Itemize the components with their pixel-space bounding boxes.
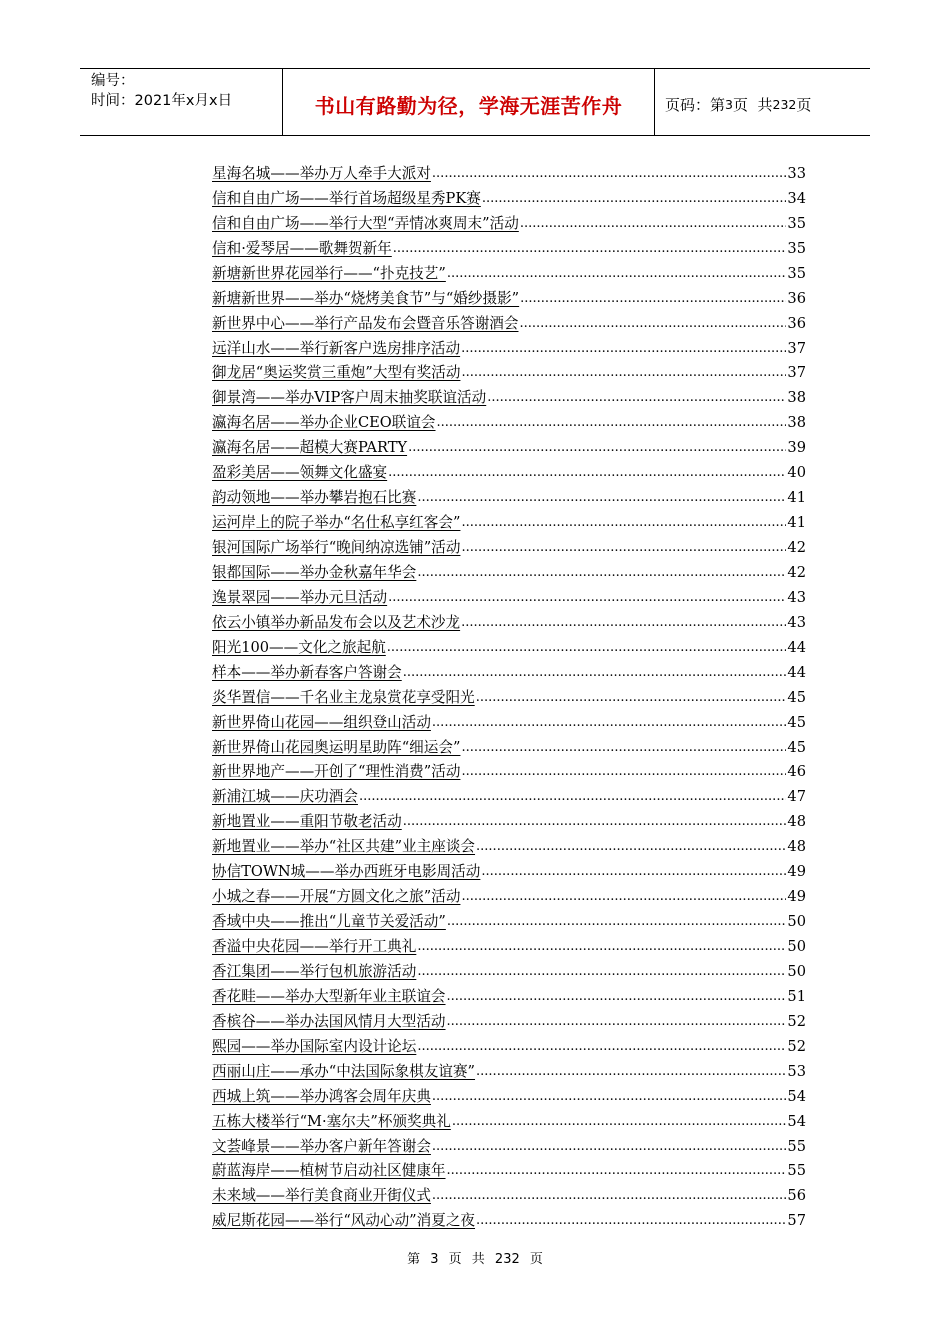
toc-dot-leader	[393, 240, 787, 258]
toc-entry-page-number: 50	[787, 938, 806, 955]
toc-entry-title-link[interactable]: 银河国际广场举行“晚间纳凉选铺”活动	[212, 539, 461, 556]
page-footer: 第 3 页 共 232 页	[407, 1252, 543, 1267]
table-of-contents	[212, 158, 806, 1230]
toc-entry-page-number: 43	[787, 613, 806, 631]
toc-entry-page-number: 41	[787, 514, 806, 532]
toc-entry[interactable]	[212, 482, 806, 507]
toc-entry-page-number: 48	[787, 838, 806, 856]
toc-entry[interactable]	[212, 1006, 806, 1031]
toc-entry-page-number: 36	[787, 314, 806, 332]
toc-dot-leader	[403, 813, 787, 831]
toc-entry[interactable]	[212, 856, 806, 881]
toc-entry-page-number: 42	[787, 563, 806, 581]
toc-entry[interactable]	[212, 457, 806, 482]
page-header	[80, 68, 870, 136]
toc-entry[interactable]	[212, 532, 806, 557]
toc-entry[interactable]	[212, 183, 806, 208]
toc-entry-title-link[interactable]: 文荟峰景——举办客户新年答谢会	[212, 1137, 431, 1155]
toc-entry-title-link[interactable]: 韵动领地——举办攀岩抱石比赛	[212, 489, 417, 507]
header-page-indicator	[655, 69, 870, 135]
page-prefix: 页码：第	[665, 95, 726, 114]
toc-entry-page-number: 35	[787, 214, 806, 232]
toc-dot-leader	[403, 664, 787, 682]
toc-entry-title-link[interactable]: 御龙居“奥运奖赏三重炮”大型有奖活动	[212, 364, 461, 382]
toc-entry[interactable]	[212, 657, 806, 682]
toc-entry[interactable]	[212, 1156, 806, 1181]
toc-entry[interactable]	[212, 407, 806, 432]
toc-entry-title-link[interactable]: 星海名城——举办万人牵手大派对	[212, 164, 431, 182]
toc-entry-page-number: 38	[787, 389, 806, 407]
toc-dot-leader	[461, 364, 786, 382]
toc-entry-page-number: 43	[787, 588, 806, 606]
toc-entry[interactable]	[212, 1106, 806, 1131]
toc-entry[interactable]	[212, 906, 806, 931]
toc-entry[interactable]	[212, 1205, 806, 1230]
toc-dot-leader	[417, 963, 786, 981]
toc-dot-leader	[519, 315, 786, 333]
toc-dot-leader	[387, 639, 787, 657]
toc-entry-page-number: 55	[787, 1137, 806, 1155]
toc-entry-title-link[interactable]: 瀛海名居——超模大赛PARTY	[212, 439, 408, 457]
header-motto: 书山有路勤为径，学海无涯苦作舟	[282, 69, 655, 135]
toc-dot-leader	[487, 389, 786, 407]
toc-dot-leader	[432, 1138, 787, 1156]
toc-entry[interactable]	[212, 557, 806, 582]
toc-entry-title-link[interactable]: 信和自由广场——举行大型“弄情冰爽周末”活动	[212, 214, 519, 232]
toc-entry[interactable]	[212, 1180, 806, 1205]
toc-entry[interactable]	[212, 432, 806, 457]
toc-entry-title-link[interactable]: 银都国际——举办金秋嘉年华会	[212, 563, 417, 581]
toc-entry[interactable]	[212, 632, 806, 657]
toc-entry-title-link[interactable]: 香域中央——推出“儿童节关爱活动”	[212, 913, 446, 931]
toc-entry-title-link[interactable]: 威尼斯花园——举行“风动心动”消夏之夜	[212, 1212, 476, 1230]
toc-entry-title-link[interactable]: 新世界地产——开创了“理性消费”活动	[212, 763, 461, 781]
toc-entry-page-number: 45	[787, 688, 806, 706]
toc-entry[interactable]	[212, 931, 806, 956]
toc-entry-title-link[interactable]: 香花畦——举办大型新年业主联谊会	[212, 987, 446, 1005]
toc-entry-page-number: 45	[787, 738, 806, 756]
toc-dot-leader	[437, 414, 787, 432]
toc-dot-leader	[452, 1113, 787, 1131]
toc-entry-page-number: 45	[787, 713, 806, 731]
toc-dot-leader	[461, 340, 786, 358]
toc-entry-title-link[interactable]: 御景湾——举办VIP客户周末抽奖联谊活动	[212, 389, 487, 407]
toc-entry[interactable]	[212, 1031, 806, 1056]
toc-entry[interactable]	[212, 233, 806, 258]
toc-entry-page-number: 48	[787, 813, 806, 831]
toc-entry-title-link[interactable]: 运河岸上的院子举办“名仕私享红客会”	[212, 514, 461, 532]
toc-entry-page-number: 57	[787, 1212, 806, 1230]
toc-dot-leader	[481, 863, 786, 881]
page-total: 232	[772, 96, 797, 112]
toc-entry[interactable]	[212, 308, 806, 333]
toc-entry-page-number: 34	[787, 189, 806, 207]
toc-dot-leader	[432, 165, 787, 183]
toc-entry-page-number: 37	[787, 339, 806, 357]
toc-entry[interactable]	[212, 607, 806, 632]
toc-entry-page-number: 54	[787, 1087, 806, 1105]
toc-entry[interactable]	[212, 956, 806, 981]
toc-entry-page-number: 54	[787, 1112, 806, 1130]
toc-entry-page-number: 56	[787, 1187, 806, 1205]
toc-entry-title-link[interactable]: 蔚蓝海岸——植树节启动社区健康年	[212, 1162, 446, 1180]
toc-entry-title-link[interactable]: 小城之春——开展“方圆文化之旅”活动	[212, 888, 461, 906]
toc-dot-leader	[447, 1013, 787, 1031]
toc-entry-title-link[interactable]: 香江集团——举行包机旅游活动	[212, 962, 417, 980]
toc-dot-leader	[476, 689, 787, 707]
toc-entry[interactable]	[212, 806, 806, 831]
toc-dot-leader	[408, 439, 786, 457]
toc-entry-page-number: 38	[787, 414, 806, 432]
toc-entry-title-link[interactable]: 新世界倚山花园奥运明星助阵“细运会”	[212, 738, 461, 756]
toc-entry-page-number: 49	[787, 863, 806, 881]
toc-entry-page-number: 47	[787, 788, 806, 806]
toc-entry-page-number: 52	[787, 1037, 806, 1055]
toc-entry-title-link[interactable]: 香溢中央花园——举行开工典礼	[212, 938, 417, 955]
toc-entry-title-link[interactable]: 熙园——举办国际室内设计论坛	[212, 1037, 417, 1055]
toc-entry-page-number: 35	[787, 264, 806, 282]
toc-dot-leader	[388, 589, 786, 607]
toc-dot-leader	[432, 1088, 787, 1106]
toc-dot-leader	[417, 489, 786, 507]
toc-entry[interactable]	[212, 208, 806, 233]
toc-entry-page-number: 50	[787, 962, 806, 980]
toc-entry-page-number: 42	[787, 539, 806, 556]
toc-entry-page-number: 50	[787, 913, 806, 931]
toc-entry[interactable]	[212, 283, 806, 308]
toc-entry[interactable]	[212, 1081, 806, 1106]
toc-dot-leader	[432, 1187, 787, 1205]
toc-dot-leader	[461, 739, 786, 757]
toc-dot-leader	[447, 913, 787, 931]
toc-entry-page-number: 55	[787, 1162, 806, 1180]
toc-entry-page-number: 41	[787, 489, 806, 507]
toc-dot-leader	[520, 215, 787, 233]
toc-entry-title-link[interactable]: 西丽山庄——承办“中法国际象棋友谊赛”	[212, 1062, 476, 1080]
page-mid: 页 共	[732, 95, 773, 114]
toc-dot-leader	[476, 1063, 786, 1081]
toc-dot-leader	[447, 988, 787, 1006]
toc-entry[interactable]	[212, 757, 806, 782]
toc-dot-leader	[520, 290, 786, 308]
toc-dot-leader	[476, 838, 786, 856]
toc-entry-title-link[interactable]: 未来域——举行美食商业开街仪式	[212, 1187, 431, 1205]
toc-entry-title-link[interactable]: 信和自由广场——举行首场超级星秀PK赛	[212, 189, 481, 207]
toc-dot-leader	[388, 464, 786, 482]
toc-entry-page-number: 37	[787, 364, 806, 382]
toc-entry-title-link[interactable]: 新世界倚山花园——组织登山活动	[212, 713, 431, 731]
toc-entry[interactable]	[212, 382, 806, 407]
toc-entry[interactable]	[212, 682, 806, 707]
toc-entry-page-number: 52	[787, 1012, 806, 1030]
toc-entry-title-link[interactable]: 盈彩美居——领舞文化盛宴	[212, 464, 388, 482]
toc-dot-leader	[461, 888, 786, 906]
toc-dot-leader	[447, 1162, 787, 1180]
toc-dot-leader	[461, 763, 786, 781]
toc-dot-leader	[461, 539, 786, 557]
toc-entry[interactable]	[212, 1131, 806, 1156]
toc-dot-leader	[447, 265, 787, 283]
toc-entry-title-link[interactable]: 依云小镇举办新品发布会以及艺术沙龙	[212, 613, 461, 631]
time-label: 时间：2021年x月x日	[91, 93, 233, 109]
toc-entry-title-link[interactable]: 阳光100——文化之旅起航	[212, 638, 386, 656]
serial-label: 编号：	[91, 73, 135, 89]
toc-entry[interactable]	[212, 781, 806, 806]
toc-dot-leader	[359, 788, 786, 806]
toc-entry-page-number: 51	[787, 987, 806, 1005]
toc-entry-title-link[interactable]: 远洋山水——举行新客户选房排序活动	[212, 339, 461, 357]
toc-entry[interactable]	[212, 881, 806, 906]
toc-dot-leader	[417, 1038, 786, 1056]
toc-entry-page-number: 53	[787, 1062, 806, 1080]
toc-entry-title-link[interactable]: 西城上筑——举办鸿客会周年庆典	[212, 1087, 431, 1105]
page-suffix: 页	[796, 95, 812, 114]
toc-entry-page-number: 44	[787, 638, 806, 656]
toc-entry-title-link[interactable]: 新浦江城——庆功酒会	[212, 788, 358, 806]
toc-entry-title-link[interactable]: 瀛海名居——举办企业CEO联谊会	[212, 414, 436, 432]
toc-entry-title-link[interactable]: 新塘新世界花园举行——“扑克技艺”	[212, 264, 446, 282]
toc-dot-leader	[432, 714, 787, 732]
toc-entry-title-link[interactable]: 新地置业——重阳节敬老活动	[212, 813, 402, 831]
toc-entry-page-number: 40	[787, 464, 806, 482]
toc-entry[interactable]	[212, 732, 806, 757]
toc-dot-leader	[461, 514, 786, 532]
toc-entry[interactable]	[212, 1056, 806, 1081]
toc-entry-page-number: 39	[787, 439, 806, 457]
toc-entry[interactable]	[212, 582, 806, 607]
toc-entry[interactable]	[212, 507, 806, 532]
toc-dot-leader	[417, 564, 786, 582]
toc-entry[interactable]	[212, 258, 806, 283]
toc-entry-title-link[interactable]: 样本——举办新春客户答谢会	[212, 663, 402, 681]
toc-dot-leader	[461, 614, 786, 632]
toc-entry-title-link[interactable]: 新塘新世界——举办“烧烤美食节”与“婚纱摄影”	[212, 289, 520, 307]
toc-entry-title-link[interactable]: 新地置业——举办“社区共建”业主座谈会	[212, 838, 476, 856]
toc-entry[interactable]	[212, 981, 806, 1006]
toc-dot-leader	[482, 190, 787, 208]
toc-entry[interactable]	[212, 831, 806, 856]
toc-entry-title-link[interactable]: 香槟谷——举办法国风情月大型活动	[212, 1012, 446, 1030]
toc-entry-title-link[interactable]: 炎华置信——千名业主龙泉赏花享受阳光	[212, 688, 475, 706]
toc-dot-leader	[476, 1212, 786, 1230]
toc-entry-page-number: 36	[787, 289, 806, 307]
toc-entry-page-number: 46	[787, 763, 806, 781]
toc-entry[interactable]	[212, 333, 806, 358]
toc-dot-leader	[417, 938, 786, 956]
toc-entry-title-link[interactable]: 五栋大楼举行“M·塞尔夫”杯颁奖典礼	[212, 1112, 451, 1130]
page-current: 3	[725, 96, 733, 112]
toc-entry-page-number: 44	[787, 663, 806, 681]
toc-entry-page-number: 49	[787, 888, 806, 906]
toc-entry-title-link[interactable]: 协信TOWN城——举办西班牙电影周活动	[212, 863, 481, 881]
toc-entry[interactable]	[212, 707, 806, 732]
toc-entry-title-link[interactable]: 新世界中心——举行产品发布会暨音乐答谢酒会	[212, 314, 519, 332]
toc-entry-page-number: 35	[787, 239, 806, 257]
toc-entry[interactable]	[212, 358, 806, 383]
header-meta	[80, 69, 282, 135]
toc-entry-page-number: 33	[787, 164, 806, 182]
toc-entry-title-link[interactable]: 信和·爱琴居——歌舞贺新年	[212, 239, 392, 257]
toc-entry[interactable]	[212, 158, 806, 183]
toc-entry-title-link[interactable]: 逸景翠园——举办元旦活动	[212, 588, 388, 606]
